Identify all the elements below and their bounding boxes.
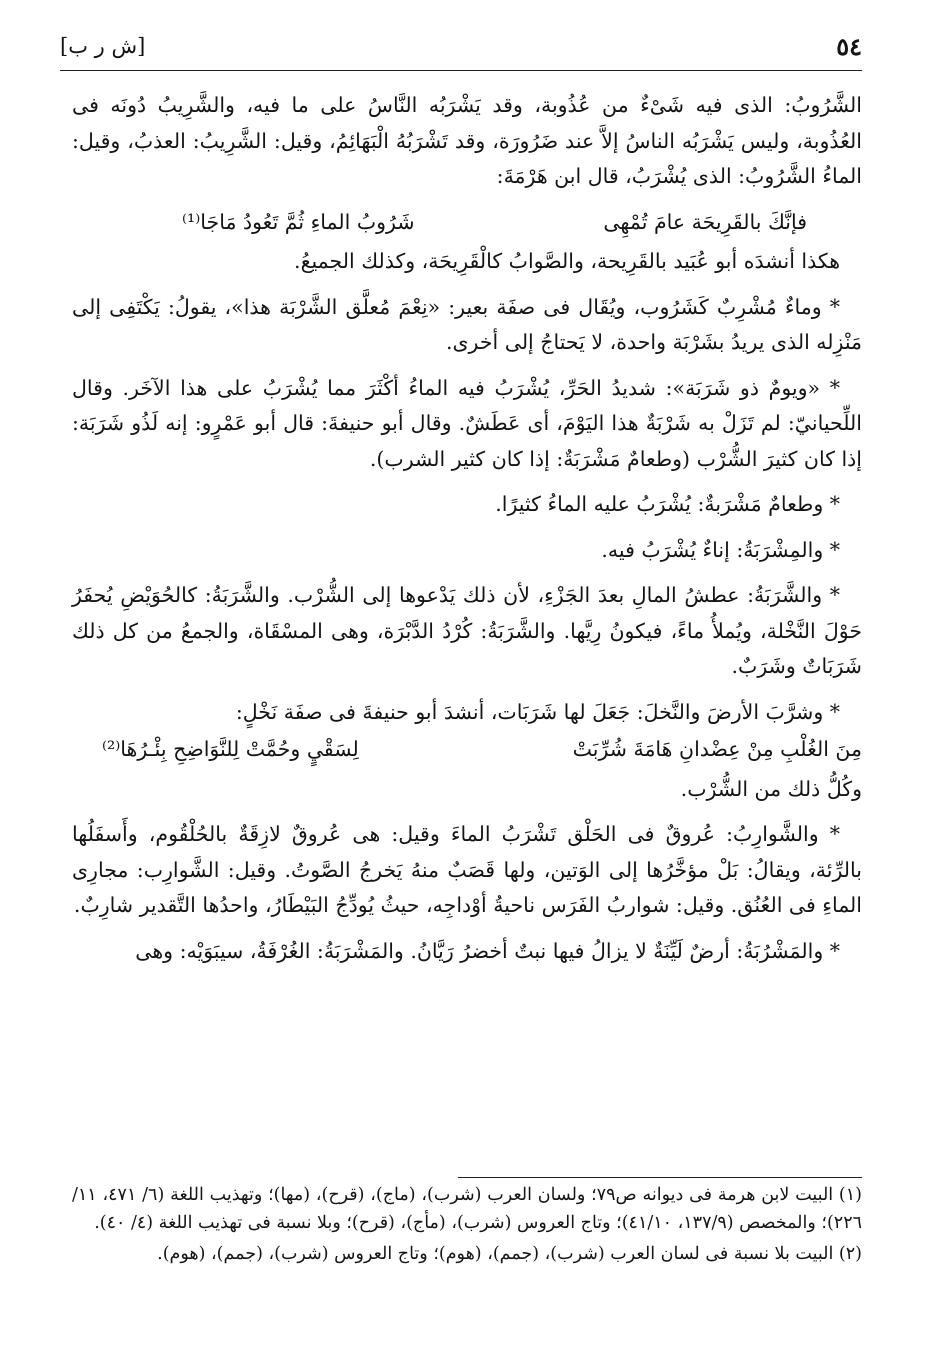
verse-first-hemistich: فإنَّكَ بالقَرِيحَة عامَ تُمْهِى [603,209,807,234]
page-header [60,30,862,71]
main-text [72,88,862,979]
section-root-label: [ش ر ب] [60,34,146,58]
verse-second-hemistich: لِسَقْيٍ وحُمَّتْ لِلنَّوَاضِحِ بِئْـرُهَا⁽²⁾ [102,737,359,761]
footnote-separator [458,1177,862,1178]
paragraph-sharaba: * والشَّرَبَةُ: عطشُ المالِ بعدَ الجَزْءِ، لأن ذلك يَدْعوها إلى الشُّرْب. والشَّرَبَةُ: كالحُوَيْضِ يُحفَرُ حَوْلَ النَّخْلة، ويُملأُ ماءً، فيكونُ رِيَّها. والشَّرَبَةُ: كُرْدُ الدَّبْرَة، وهى المسْقَاة، والجمعُ من كل ذلك شَرَبَاتٌ وشَرَبٌ. [72,583,862,678]
verse-first-hemistich: مِنَ الغُلْبِ مِنْ عِضْدانِ هَامَةَ شُرِّبَتْ [572,737,862,761]
footnote-1: (١) البيت لابن هرمة فى ديوانه ص٧٩؛ ولسان العرب (شرب)، (ماج)، (قرح)، (مها)؛ وتهذيب اللغة (٦/ ٤٧١، ١١/ ٢٢٦)؛ والمخصص (١٣٧/٩، ٤١/١٠)؛ وتاج العروس (شرب)، (مأج)، (قرح)؛ وبلا نسبة فى تهذيب اللغة (٤/ ٤٠). [72,1185,862,1233]
paragraph-qariha: هكذا أنشدَه أبو عُبَيد بالقَرِيحة، والصَّوابُ كالْقَرِيحَة، وكذلك الجميعُ. [294,249,840,273]
verse-palm [72,732,862,768]
paragraph-kull-dhalik: وكُلُّ ذلك من الشُّرْب. [680,776,862,801]
paragraph-yawm-sharaba: * «ويومٌ ذو شَرَبَة»: شديدُ الحَرِّ، يُشْرَبُ فيه الماءُ أكْثَرَ مما يُشْرَبُ على هذا الآخَر. وقال اللِّحيانيّ: لم تَزَلْ به شَرْبَةٌ هذا اليَوْمَ، أى عَطَشٌ. وقال أبو حنيفةَ: قال أبو عَمْرٍو: إنه لَذُو شَرَبَة: إذا كان كثيرَ الشُّرْب (وطعامٌ مَشْرَبَةٌ: إذا كان كثير الشرب). [72,375,862,471]
footnote-2: (٢) البيت بلا نسبة فى لسان العرب (شرب)، (جمم)، (هوم)؛ وتاج العروس (شرب)، (جمم)، (هوم). [157,1244,862,1264]
paragraph-mashruba: * والمَشْرُبَةُ: أرضٌ لَيِّنَةٌ لا يزالُ فيها نبتٌ أخضرُ رَيَّانُ. والمَشْرَبَةُ: الغُرْفَةُ، سيبَوَيْه: وهى [135,938,840,963]
paragraph-shawarib: * والشَّوارِبُ: عُروقٌ فى الحَلْق تَشْرَبُ الماءَ وقيل: هى عُروقٌ لازِقَةٌ بالحُلْقُوم، وأَسفَلُها بالرِّئة، ويقالُ: بَلْ مؤخَّرُها إلى الوَتين، ولها قَصَبٌ منهُ يَخرجُ الصَّوتُ. وقيل: الشَّوارِب: مجارِى الماءِ فى العُنُق. وقيل: شواربُ الفَرَس ناحيةُ أوْداجِه، حيثُ يُودِّجُ البَيْطَارُ، واحدُها التَّقدير شارِبٌ. [72,822,862,917]
verse-second-hemistich: شَرُوبُ الماءِ ثُمَّ تَعُودُ مَاجَا⁽¹⁾ [182,209,415,234]
paragraph-mushrib: * وماءٌ مُشْرِبٌ كَشَرُوب، ويُقَال فى صفَة بعير: «نِعْمَ مُعلَّق الشَّرْبَة هذا»، يقولُ: يَكْتَفِى إلى مَنْزِله الذى يريدُ بشَرْبَة واحدة، لا يَحتاجُ إلى أخرى. [72,294,862,354]
paragraph-shuroob: الشَّرُوبُ: الذى فيه شَىْءٌ من عُذُوبة، وقد يَشْرَبُه النَّاسُ على ما فيه، والشَّرِيبُ دُونَه فى العُذُوبة، وليس يَشْرَبُه الناسُ إلاَّ عند ضَرُورَة، وقد تَشْرَبُهُ الْبَهَائِمُ، وقيل: الشَّرِيبُ: العذبُ، وقيل: الماءُ الشَّرُوبُ: الذى يُشْرَبُ، قال ابن هَرْمَةَ: [72,93,862,188]
paragraph-taam-mashraba: * وطعامٌ مَشْرَبةٌ: يُشْرَبُ عليه الماءُ كثيرًا. [495,492,840,516]
page-number: ٥٤ [836,32,862,61]
verse-ibn-harma [72,205,862,241]
paragraph-mishraba: * والمِشْرَبَةُ: إناءٌ يُشْرَبُ فيه. [601,537,840,562]
footnotes [72,1182,862,1273]
paragraph-sharraba: * وشرَّبَ الأرضَ والنَّخلَ: جَعَلَ لها شَرَبَات، أنشدَ أبو حنيفةَ فى صفَة نَخْلٍ: [235,699,840,724]
